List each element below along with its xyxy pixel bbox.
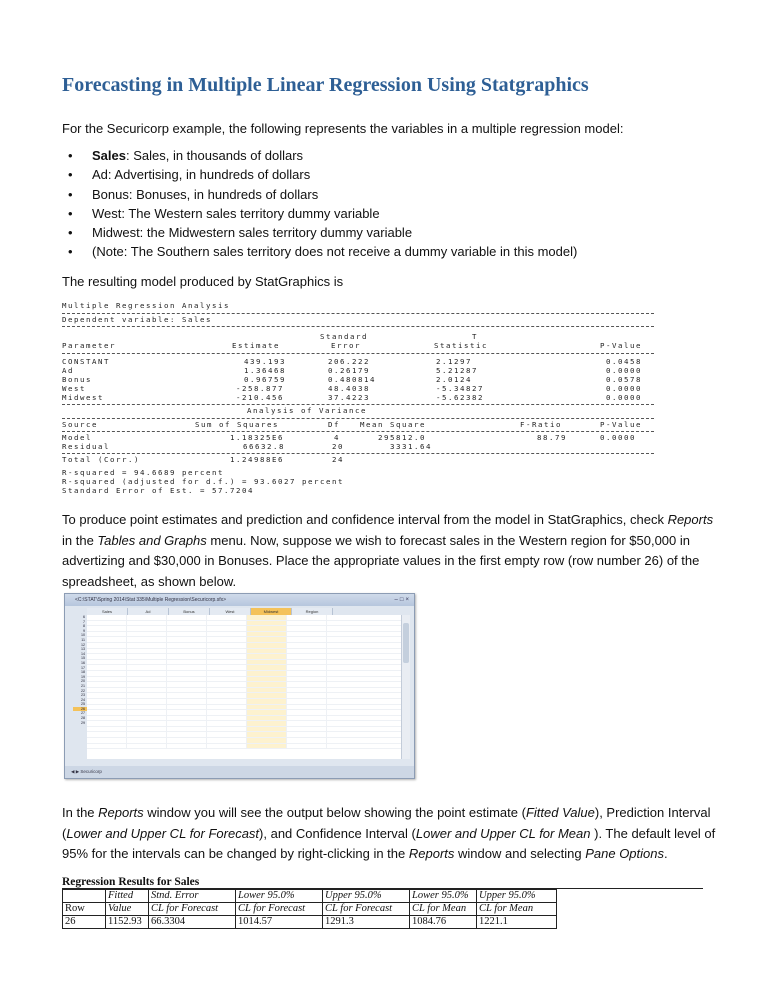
spreadsheet-cell[interactable] bbox=[167, 716, 207, 721]
spreadsheet-cell[interactable] bbox=[87, 710, 127, 715]
anova-model-f: 88.79 bbox=[537, 433, 567, 442]
spreadsheet-cell[interactable] bbox=[247, 677, 287, 682]
standard-error-of-estimate: Standard Error of Est. = 57.7204 bbox=[62, 486, 254, 495]
row-number[interactable]: 20 bbox=[81, 679, 85, 684]
upper-forecast-cell: 1291.3 bbox=[323, 916, 410, 929]
spreadsheet-cell[interactable] bbox=[287, 677, 327, 682]
coef-estimate: 1.36468 bbox=[244, 366, 286, 375]
spreadsheet-cell[interactable] bbox=[127, 716, 167, 721]
spreadsheet-cell[interactable] bbox=[167, 632, 207, 637]
spreadsheet-cell[interactable] bbox=[87, 615, 127, 620]
spreadsheet-cell[interactable] bbox=[87, 626, 127, 631]
spreadsheet-cell[interactable] bbox=[127, 632, 167, 637]
spreadsheet-cell[interactable] bbox=[87, 665, 127, 670]
spreadsheet-cell[interactable] bbox=[167, 710, 207, 715]
spreadsheet-title-bar bbox=[65, 594, 414, 606]
anova-model-ss: 1.18325E6 bbox=[230, 433, 284, 442]
row-number[interactable]: 22 bbox=[81, 688, 85, 693]
spreadsheet-cell[interactable] bbox=[287, 727, 327, 732]
row-number[interactable]: 18 bbox=[81, 670, 85, 675]
spreadsheet-cell[interactable] bbox=[207, 626, 247, 631]
spreadsheet-cell[interactable] bbox=[247, 710, 287, 715]
spreadsheet-cell[interactable] bbox=[167, 721, 207, 726]
spreadsheet-cell[interactable] bbox=[247, 716, 287, 721]
anova-ms-header: Mean Square bbox=[360, 420, 426, 429]
coef-estimate: 0.96759 bbox=[244, 375, 286, 384]
spreadsheet-window bbox=[64, 593, 415, 779]
row-number[interactable]: 11 bbox=[81, 637, 85, 642]
spreadsheet-cell[interactable] bbox=[127, 665, 167, 670]
header-cell: Stnd. Error bbox=[149, 890, 236, 903]
spreadsheet-cell[interactable] bbox=[167, 615, 207, 620]
spreadsheet-cell[interactable] bbox=[87, 688, 127, 693]
r-squared-adjusted: R-squared (adjusted for d.f.) = 93.6027 percent bbox=[62, 477, 344, 486]
spreadsheet-cell[interactable] bbox=[247, 721, 287, 726]
row-number[interactable]: 25 bbox=[81, 702, 85, 707]
spreadsheet-cell[interactable] bbox=[87, 660, 127, 665]
anova-total-source: Total (Corr.) bbox=[62, 455, 140, 464]
anova-model-ms: 295812.0 bbox=[378, 433, 426, 442]
spreadsheet-cell[interactable] bbox=[207, 721, 247, 726]
coef-estimate: -258.877 bbox=[236, 384, 284, 393]
spreadsheet-cell[interactable] bbox=[167, 744, 207, 749]
spreadsheet-cell[interactable] bbox=[207, 621, 247, 626]
row-number-cell: 26 bbox=[63, 916, 106, 929]
spreadsheet-cell[interactable] bbox=[127, 688, 167, 693]
coef-p-value: 0.0000 bbox=[606, 393, 642, 402]
coef-parameter: Ad bbox=[62, 366, 74, 375]
spreadsheet-cell[interactable] bbox=[207, 705, 247, 710]
header-cell: Fitted bbox=[106, 890, 149, 903]
row-number[interactable]: 28 bbox=[81, 716, 85, 721]
spreadsheet-cell[interactable] bbox=[287, 682, 327, 687]
spreadsheet-cell[interactable] bbox=[87, 744, 127, 749]
spreadsheet-cell[interactable] bbox=[167, 665, 207, 670]
row-number[interactable]: 16 bbox=[81, 660, 85, 665]
spreadsheet-cell[interactable] bbox=[287, 738, 327, 743]
header-cell: Value bbox=[106, 903, 149, 916]
coef-parameter: Midwest bbox=[62, 393, 104, 402]
spreadsheet-cell[interactable] bbox=[87, 637, 127, 642]
spreadsheet-cell[interactable] bbox=[87, 654, 127, 659]
coef-t-statistic: 2.1297 bbox=[436, 357, 472, 366]
row-number[interactable]: 27 bbox=[81, 711, 85, 716]
reports-instructions-paragraph: To produce point estimates and prediction and confidence interval from the model in StatGraphics, check Reports in the Tables and Graphs menu. Now, suppose we wish to forecast sales in the Western region for $50,000 in advertizing and $30,000 in Bonuses. Place the appropriate values in the first empty row (row number 26) of the spreadsheet, as shown below. bbox=[62, 512, 714, 589]
spreadsheet-cell[interactable] bbox=[87, 649, 127, 654]
spreadsheet-cell[interactable] bbox=[207, 699, 247, 704]
header-cell: CL for Forecast bbox=[236, 903, 323, 916]
coef-standard-error: 48.4038 bbox=[328, 384, 370, 393]
document-title: Forecasting in Multiple Linear Regression Using Statgraphics bbox=[62, 74, 589, 96]
spreadsheet-cell[interactable] bbox=[127, 732, 167, 737]
column-header-midwest[interactable]: Midwest bbox=[251, 608, 292, 615]
spreadsheet-cell[interactable] bbox=[167, 727, 207, 732]
spreadsheet-cell[interactable] bbox=[127, 693, 167, 698]
regression-results-table bbox=[62, 889, 557, 929]
coef-parameter: West bbox=[62, 384, 86, 393]
spreadsheet-cell[interactable] bbox=[287, 654, 327, 659]
spreadsheet-cell[interactable] bbox=[207, 671, 247, 676]
variable-item-west: • West: The Western sales territory dummy variable bbox=[62, 204, 577, 223]
spreadsheet-cell[interactable] bbox=[127, 660, 167, 665]
spreadsheet-cell[interactable] bbox=[247, 727, 287, 732]
anova-residual-ss: 66632.8 bbox=[243, 442, 285, 451]
spreadsheet-cell[interactable] bbox=[247, 682, 287, 687]
anova-total-df: 24 bbox=[332, 455, 344, 464]
spreadsheet-cell[interactable] bbox=[87, 721, 127, 726]
spreadsheet-cell[interactable] bbox=[207, 637, 247, 642]
spreadsheet-cell[interactable] bbox=[247, 649, 287, 654]
header-cell: CL for Mean bbox=[410, 903, 477, 916]
spreadsheet-cell[interactable] bbox=[207, 632, 247, 637]
column-header-region[interactable]: Region bbox=[292, 608, 333, 615]
anova-title: Analysis of Variance bbox=[247, 406, 367, 415]
spreadsheet-cell[interactable] bbox=[207, 744, 247, 749]
spreadsheet-cell[interactable] bbox=[247, 665, 287, 670]
spreadsheet-cell[interactable] bbox=[127, 671, 167, 676]
spreadsheet-cell[interactable] bbox=[207, 682, 247, 687]
spreadsheet-cell[interactable] bbox=[207, 615, 247, 620]
spreadsheet-cell[interactable] bbox=[287, 744, 327, 749]
spreadsheet-cell[interactable] bbox=[287, 643, 327, 648]
spreadsheet-grid[interactable] bbox=[87, 615, 401, 759]
spreadsheet-cell[interactable] bbox=[247, 688, 287, 693]
spreadsheet-cell[interactable] bbox=[247, 671, 287, 676]
spreadsheet-cell[interactable] bbox=[207, 716, 247, 721]
se-header-1: Standard bbox=[320, 332, 368, 341]
variable-item-sales: • Sales: Sales, in thousands of dollars bbox=[62, 146, 577, 165]
spreadsheet-cell[interactable] bbox=[167, 649, 207, 654]
spreadsheet-cell[interactable] bbox=[247, 632, 287, 637]
spreadsheet-cell[interactable] bbox=[287, 637, 327, 642]
row-number[interactable]: 21 bbox=[81, 683, 85, 688]
spreadsheet-cell[interactable] bbox=[87, 716, 127, 721]
header-cell: Lower 95.0% bbox=[410, 890, 477, 903]
spreadsheet-cell[interactable] bbox=[127, 649, 167, 654]
spreadsheet-cell[interactable] bbox=[207, 738, 247, 743]
anova-f-header: F-Ratio bbox=[520, 420, 562, 429]
anova-source-header: Source bbox=[62, 420, 98, 429]
divider bbox=[62, 313, 654, 314]
spreadsheet-cell[interactable] bbox=[287, 615, 327, 620]
coef-parameter: Bonus bbox=[62, 375, 92, 384]
lower-forecast-cell: 1014.57 bbox=[236, 916, 323, 929]
spreadsheet-cell[interactable] bbox=[167, 705, 207, 710]
spreadsheet-cell[interactable] bbox=[127, 654, 167, 659]
column-header-ad[interactable]: Ad bbox=[128, 608, 169, 615]
reports-output-paragraph: In the Reports window you will see the output below showing the point estimate (Fitted Value), Prediction Interval (Lower and Upper CL for Forecast), and Confidence Interval (Lower and Upper CL for Mean ). The default level of 95% for the intervals can be changed by right-clicking in the Reports window and selecting Pane Options. bbox=[62, 805, 716, 861]
spreadsheet-cell[interactable] bbox=[127, 626, 167, 631]
spreadsheet-cell[interactable] bbox=[207, 688, 247, 693]
spreadsheet-cell[interactable] bbox=[287, 665, 327, 670]
results-header-row-1 bbox=[63, 890, 557, 903]
spreadsheet-cell[interactable] bbox=[247, 744, 287, 749]
scrollbar-thumb[interactable] bbox=[403, 623, 409, 663]
spreadsheet-cell[interactable] bbox=[167, 643, 207, 648]
spreadsheet-cell[interactable] bbox=[167, 677, 207, 682]
spreadsheet-cell[interactable] bbox=[127, 705, 167, 710]
coef-standard-error: 0.26179 bbox=[328, 366, 370, 375]
spreadsheet-cell[interactable] bbox=[127, 699, 167, 704]
column-header-sales[interactable]: Sales bbox=[87, 608, 128, 615]
coef-p-value: 0.0000 bbox=[606, 384, 642, 393]
coef-p-value: 0.0578 bbox=[606, 375, 642, 384]
row-number[interactable]: 17 bbox=[81, 665, 85, 670]
header-cell bbox=[63, 890, 106, 903]
sheet-tab-label: Securicorp bbox=[80, 769, 102, 774]
header-cell: CL for Forecast bbox=[149, 903, 236, 916]
row-number[interactable]: 23 bbox=[81, 693, 85, 698]
spreadsheet-cell[interactable] bbox=[247, 637, 287, 642]
spreadsheet-cell[interactable] bbox=[167, 637, 207, 642]
spreadsheet-row bbox=[87, 744, 401, 750]
spreadsheet-cell[interactable] bbox=[167, 732, 207, 737]
spreadsheet-cell[interactable] bbox=[207, 660, 247, 665]
spreadsheet-cell[interactable] bbox=[127, 738, 167, 743]
spreadsheet-cell[interactable] bbox=[207, 643, 247, 648]
anova-model-source: Model bbox=[62, 433, 92, 442]
spreadsheet-cell[interactable] bbox=[207, 710, 247, 715]
spreadsheet-cell[interactable] bbox=[207, 677, 247, 682]
column-header-bonus[interactable]: Bonus bbox=[169, 608, 210, 615]
coef-standard-error: 0.480814 bbox=[328, 375, 376, 384]
variable-item-ad: • Ad: Advertising, in hundreds of dollars bbox=[62, 165, 577, 184]
spreadsheet-cell[interactable] bbox=[207, 649, 247, 654]
spreadsheet-cell[interactable] bbox=[87, 621, 127, 626]
coef-standard-error: 37.4223 bbox=[328, 393, 370, 402]
anova-df-header: Df bbox=[328, 420, 340, 429]
spreadsheet-title: <C:\STAT\Spring 2014\Stat 335\Multiple Regression\Securicorp.sfx> bbox=[75, 597, 226, 603]
results-header-row-2 bbox=[63, 903, 557, 916]
spreadsheet-cell[interactable] bbox=[87, 682, 127, 687]
row-number[interactable]: 24 bbox=[81, 697, 85, 702]
spreadsheet-sheet-tab[interactable]: ◀ ▶ Securicorp bbox=[65, 766, 415, 778]
spreadsheet-cell[interactable] bbox=[287, 732, 327, 737]
spreadsheet-cell[interactable] bbox=[207, 727, 247, 732]
spreadsheet-cell[interactable] bbox=[87, 643, 127, 648]
t-header-2: Statistic bbox=[434, 341, 488, 350]
spreadsheet-cell[interactable] bbox=[167, 671, 207, 676]
row-number[interactable]: 13 bbox=[81, 647, 85, 652]
parameter-header: Parameter bbox=[62, 341, 116, 350]
spreadsheet-cell[interactable] bbox=[287, 626, 327, 631]
variable-item-midwest: • Midwest: the Midwestern sales territory dummy variable bbox=[62, 223, 577, 242]
window-controls bbox=[395, 596, 411, 604]
spreadsheet-cell[interactable] bbox=[87, 677, 127, 682]
coef-t-statistic: -5.62382 bbox=[436, 393, 484, 402]
spreadsheet-cell[interactable] bbox=[167, 682, 207, 687]
coef-t-statistic: 5.21287 bbox=[436, 366, 478, 375]
intro-paragraph: For the Securicorp example, the following represents the variables in a multiple regression model: bbox=[62, 121, 624, 136]
minimize-icon[interactable]: – bbox=[394, 597, 400, 603]
spreadsheet-cell[interactable] bbox=[87, 699, 127, 704]
divider bbox=[62, 418, 654, 419]
t-header-1: T bbox=[472, 332, 478, 341]
spreadsheet-cell[interactable] bbox=[167, 621, 207, 626]
row-number[interactable]: 6 bbox=[83, 615, 85, 619]
coef-t-statistic: -5.34827 bbox=[436, 384, 484, 393]
spreadsheet-cell[interactable] bbox=[127, 721, 167, 726]
spreadsheet-cell[interactable] bbox=[247, 615, 287, 620]
results-data-row bbox=[63, 916, 557, 929]
spreadsheet-cell[interactable] bbox=[287, 632, 327, 637]
row-number[interactable]: 29 bbox=[81, 720, 85, 725]
spreadsheet-cell[interactable] bbox=[287, 716, 327, 721]
spreadsheet-cell[interactable] bbox=[207, 732, 247, 737]
vertical-scrollbar[interactable] bbox=[401, 615, 410, 759]
row-number[interactable]: 12 bbox=[81, 642, 85, 647]
spreadsheet-cell[interactable] bbox=[207, 654, 247, 659]
header-cell: Upper 95.0% bbox=[477, 890, 557, 903]
spreadsheet-cell[interactable] bbox=[127, 615, 167, 620]
regression-results-title: Regression Results for Sales bbox=[62, 876, 200, 888]
divider bbox=[62, 404, 654, 405]
coef-standard-error: 206.222 bbox=[328, 357, 370, 366]
spreadsheet-column-headers bbox=[87, 608, 333, 615]
row-number[interactable]: 26 bbox=[73, 707, 87, 712]
divider bbox=[62, 326, 654, 327]
row-number[interactable]: 14 bbox=[81, 651, 85, 656]
divider bbox=[62, 431, 654, 432]
coef-estimate: -210.456 bbox=[236, 393, 284, 402]
spreadsheet-cell[interactable] bbox=[287, 721, 327, 726]
spreadsheet-cell[interactable] bbox=[167, 654, 207, 659]
anova-total-ss: 1.24988E6 bbox=[230, 455, 284, 464]
anova-model-df: 4 bbox=[334, 433, 340, 442]
anova-ss-header: Sum of Squares bbox=[195, 420, 279, 429]
spreadsheet-cell[interactable] bbox=[127, 727, 167, 732]
spreadsheet-cell[interactable] bbox=[247, 738, 287, 743]
spreadsheet-cell[interactable] bbox=[127, 643, 167, 648]
anova-residual-source: Residual bbox=[62, 442, 110, 451]
spreadsheet-cell[interactable] bbox=[127, 710, 167, 715]
close-icon[interactable]: × bbox=[405, 597, 411, 603]
spreadsheet-cell[interactable] bbox=[287, 649, 327, 654]
se-header-2: Error bbox=[331, 341, 361, 350]
spreadsheet-cell[interactable] bbox=[247, 705, 287, 710]
spreadsheet-cell[interactable] bbox=[87, 705, 127, 710]
spreadsheet-cell[interactable] bbox=[207, 665, 247, 670]
fitted-value-cell: 1152.93 bbox=[106, 916, 149, 929]
anova-p-header: P-Value bbox=[600, 420, 642, 429]
coef-estimate: 439.193 bbox=[244, 357, 286, 366]
spreadsheet-cell[interactable] bbox=[167, 693, 207, 698]
spreadsheet-cell[interactable] bbox=[127, 621, 167, 626]
spreadsheet-cell[interactable] bbox=[287, 699, 327, 704]
spreadsheet-cell[interactable] bbox=[167, 699, 207, 704]
spreadsheet-cell[interactable] bbox=[287, 671, 327, 676]
coef-t-statistic: 2.0124 bbox=[436, 375, 472, 384]
spreadsheet-cell[interactable] bbox=[247, 654, 287, 659]
spreadsheet-cell[interactable] bbox=[287, 710, 327, 715]
spreadsheet-cell[interactable] bbox=[87, 732, 127, 737]
spreadsheet-cell[interactable] bbox=[167, 738, 207, 743]
spreadsheet-cell[interactable] bbox=[87, 693, 127, 698]
header-cell: Row bbox=[63, 903, 106, 916]
spreadsheet-cell[interactable] bbox=[247, 693, 287, 698]
spreadsheet-cell[interactable] bbox=[247, 732, 287, 737]
spreadsheet-cell[interactable] bbox=[247, 660, 287, 665]
spreadsheet-cell[interactable] bbox=[207, 693, 247, 698]
spreadsheet-cell[interactable] bbox=[87, 671, 127, 676]
upper-mean-cell: 1221.1 bbox=[477, 916, 557, 929]
spreadsheet-cell[interactable] bbox=[247, 699, 287, 704]
p-header: P-Value bbox=[600, 341, 642, 350]
std-error-cell: 66.3304 bbox=[149, 916, 236, 929]
r-squared: R-squared = 94.6689 percent bbox=[62, 468, 224, 477]
spreadsheet-cell[interactable] bbox=[247, 626, 287, 631]
anova-residual-ms: 3331.64 bbox=[390, 442, 432, 451]
spreadsheet-cell[interactable] bbox=[247, 643, 287, 648]
sg-dependent: Dependent variable: Sales bbox=[62, 315, 212, 324]
row-number[interactable]: 10 bbox=[81, 633, 85, 638]
resulting-model-paragraph: The resulting model produced by StatGraphics is bbox=[62, 274, 344, 289]
spreadsheet-row-numbers bbox=[73, 615, 87, 725]
spreadsheet-cell[interactable] bbox=[127, 637, 167, 642]
header-cell: Upper 95.0% bbox=[323, 890, 410, 903]
spreadsheet-cell[interactable] bbox=[167, 660, 207, 665]
coef-p-value: 0.0458 bbox=[606, 357, 642, 366]
spreadsheet-cell[interactable] bbox=[127, 682, 167, 687]
variable-item-bonus: • Bonus: Bonuses, in hundreds of dollars bbox=[62, 185, 577, 204]
spreadsheet-cell[interactable] bbox=[287, 705, 327, 710]
variable-item-note: • (Note: The Southern sales territory does not receive a dummy variable in this model) bbox=[62, 242, 577, 261]
spreadsheet-cell[interactable] bbox=[167, 626, 207, 631]
estimate-header: Estimate bbox=[232, 341, 280, 350]
anova-residual-df: 20 bbox=[332, 442, 344, 451]
spreadsheet-cell[interactable] bbox=[167, 688, 207, 693]
maximize-icon[interactable]: □ bbox=[399, 597, 406, 603]
header-cell: CL for Forecast bbox=[323, 903, 410, 916]
row-number[interactable]: 8 bbox=[83, 624, 85, 629]
spreadsheet-cell[interactable] bbox=[287, 660, 327, 665]
coef-parameter: CONSTANT bbox=[62, 357, 110, 366]
lower-mean-cell: 1084.76 bbox=[410, 916, 477, 929]
spreadsheet-cell[interactable] bbox=[127, 677, 167, 682]
row-number[interactable]: 15 bbox=[81, 656, 85, 661]
variable-list bbox=[62, 146, 577, 262]
sg-heading: Multiple Regression Analysis bbox=[62, 301, 230, 310]
column-header-west[interactable]: West bbox=[210, 608, 251, 615]
row-number[interactable]: 9 bbox=[83, 628, 85, 633]
spreadsheet-cell[interactable] bbox=[287, 688, 327, 693]
spreadsheet-cell[interactable] bbox=[87, 632, 127, 637]
divider bbox=[62, 453, 654, 454]
spreadsheet-cell[interactable] bbox=[87, 738, 127, 743]
coef-p-value: 0.0000 bbox=[606, 366, 642, 375]
header-cell: CL for Mean bbox=[477, 903, 557, 916]
spreadsheet-cell[interactable] bbox=[127, 744, 167, 749]
divider bbox=[62, 353, 654, 354]
row-number[interactable]: 19 bbox=[81, 674, 85, 679]
header-cell: Lower 95.0% bbox=[236, 890, 323, 903]
anova-model-p: 0.0000 bbox=[600, 433, 636, 442]
spreadsheet-cell[interactable] bbox=[287, 693, 327, 698]
spreadsheet-cell[interactable] bbox=[287, 621, 327, 626]
spreadsheet-cell[interactable] bbox=[87, 727, 127, 732]
spreadsheet-cell[interactable] bbox=[247, 621, 287, 626]
row-number[interactable]: 7 bbox=[83, 619, 85, 624]
